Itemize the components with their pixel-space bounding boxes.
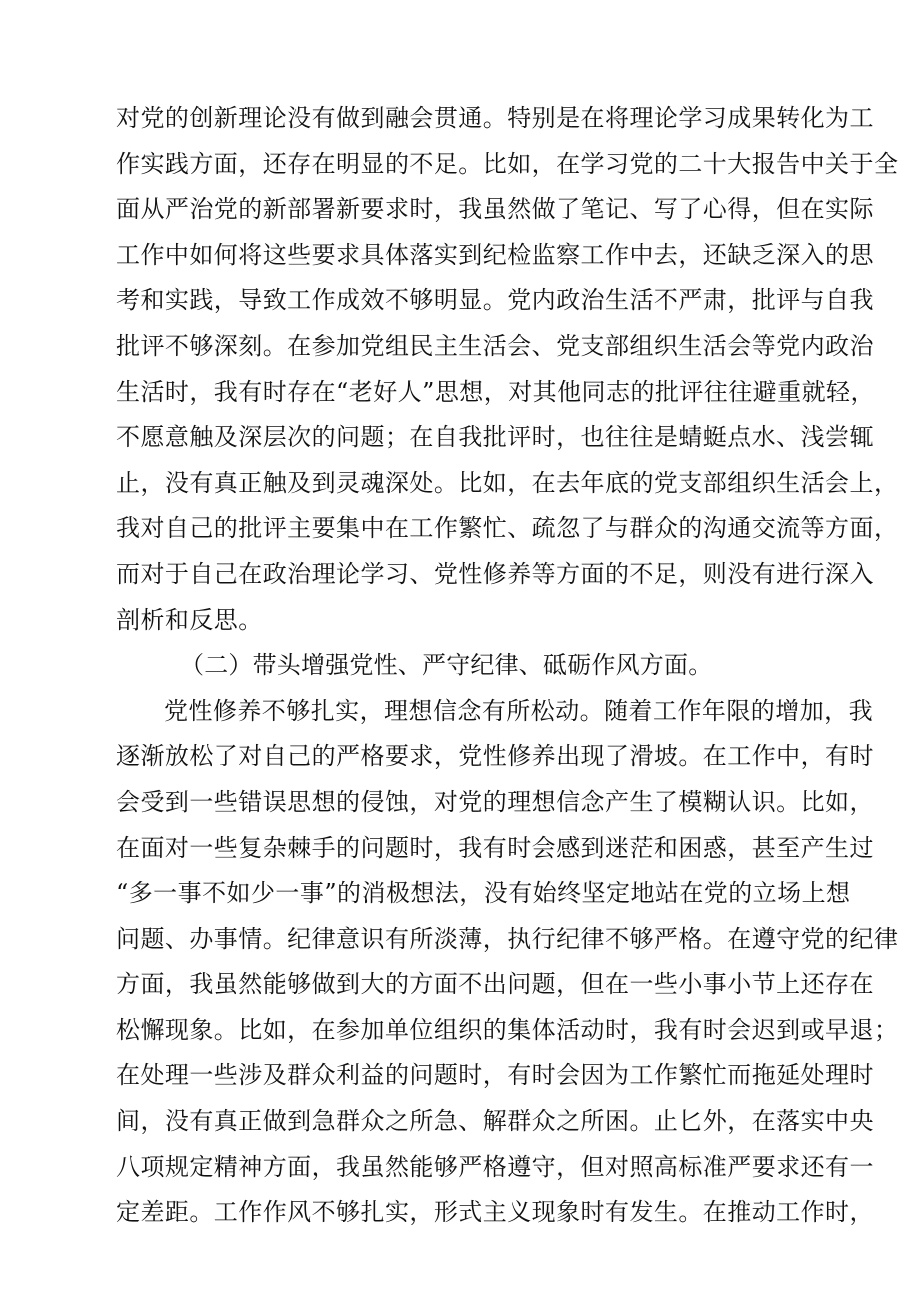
text-line-22: 在处理一些涉及群众利益的问题时，有时会因为工作繁忙而拖延处理时: [116, 1061, 874, 1090]
text-line-1: 对党的创新理论没有做到融会贯通。特别是在将理论学习成果转化为工: [116, 104, 874, 132]
text-line-11: 而对于自己在政治理论学习、党性修养等方面的不足，则没有进行深入: [116, 559, 874, 588]
text-line-23: 间，没有真正做到急群众之所急、解群众之所困。止匕外，在落实中央: [116, 1107, 874, 1136]
text-line-6: 批评不够深刻。在参加党组民主生活会、党支部组织生活会等党内政治: [116, 331, 874, 360]
text-line-2: 作实践方面，还存在明显的不足。比如，在学习党的二十大报告中关于全: [116, 149, 899, 178]
text-line-10: 我对自己的批评主要集中在工作繁忙、疏忽了与群众的沟通交流等方面，: [116, 514, 899, 543]
paragraph-start-line: 党性修养不够扎实，理想信念有所松动。随着工作年限的增加，我: [164, 696, 874, 725]
text-line-18: “多一事不如少一事”的消极想法，没有始终坚定地站在党的立场上想: [116, 879, 851, 908]
text-line-4: 工作中如何将这些要求具体落实到纪检监察工作中去，还缺乏深入的思: [116, 240, 874, 269]
text-line-12: 剖析和反思。: [116, 605, 263, 634]
text-line-16: 会受到一些错误思想的侵蚀，对党的理想信念产生了模糊认识。比如，: [116, 787, 874, 816]
text-line-24: 八项规定精神方面，我虽然能够严格遵守，但对照高标准严要求还有一: [116, 1152, 874, 1181]
text-line-15: 逐渐放松了对自己的严格要求，党性修养出现了滑坡。在工作中，有时: [116, 742, 874, 771]
text-line-25: 定差距。工作作风不够扎实，形式主义现象时有发生。在推动工作时，: [116, 1198, 874, 1227]
section-heading: （二）带头增强党性、严守纪律、砥砺作风方面。: [180, 651, 713, 680]
text-line-5: 考和实践，导致工作成效不够明显。党内政治生活不严肃，批评与自我: [116, 286, 874, 315]
text-line-7: 生活时，我有时存在“老好人”思想，对其他同志的批评往往避重就轻，: [116, 377, 875, 406]
text-line-19: 问题、办事情。纪律意识有所淡薄，执行纪律不够严格。在遵守党的纪律: [116, 924, 899, 953]
document-body: [116, 96, 899, 1236]
text-line-21: 松懈现象。比如，在参加单位组织的集体活动时，我有时会迟到或早退；: [116, 1015, 899, 1044]
text-line-3: 面从严治党的新部署新要求时，我虽然做了笔记、写了心得，但在实际: [116, 195, 874, 224]
text-line-9: 止，没有真正触及到灵魂深处。比如，在去年底的党支部组织生活会上，: [116, 468, 899, 497]
text-line-8: 不愿意触及深层次的问题；在自我批评时，也往往是蜻蜓点水、浅尝辄: [116, 423, 874, 452]
text-line-20: 方面，我虽然能够做到大的方面不出问题，但在一些小事小节上还存在: [116, 970, 874, 999]
text-line-17: 在面对一些复杂棘手的问题时，我有时会感到迷茫和困惑，甚至产生过: [116, 833, 874, 862]
